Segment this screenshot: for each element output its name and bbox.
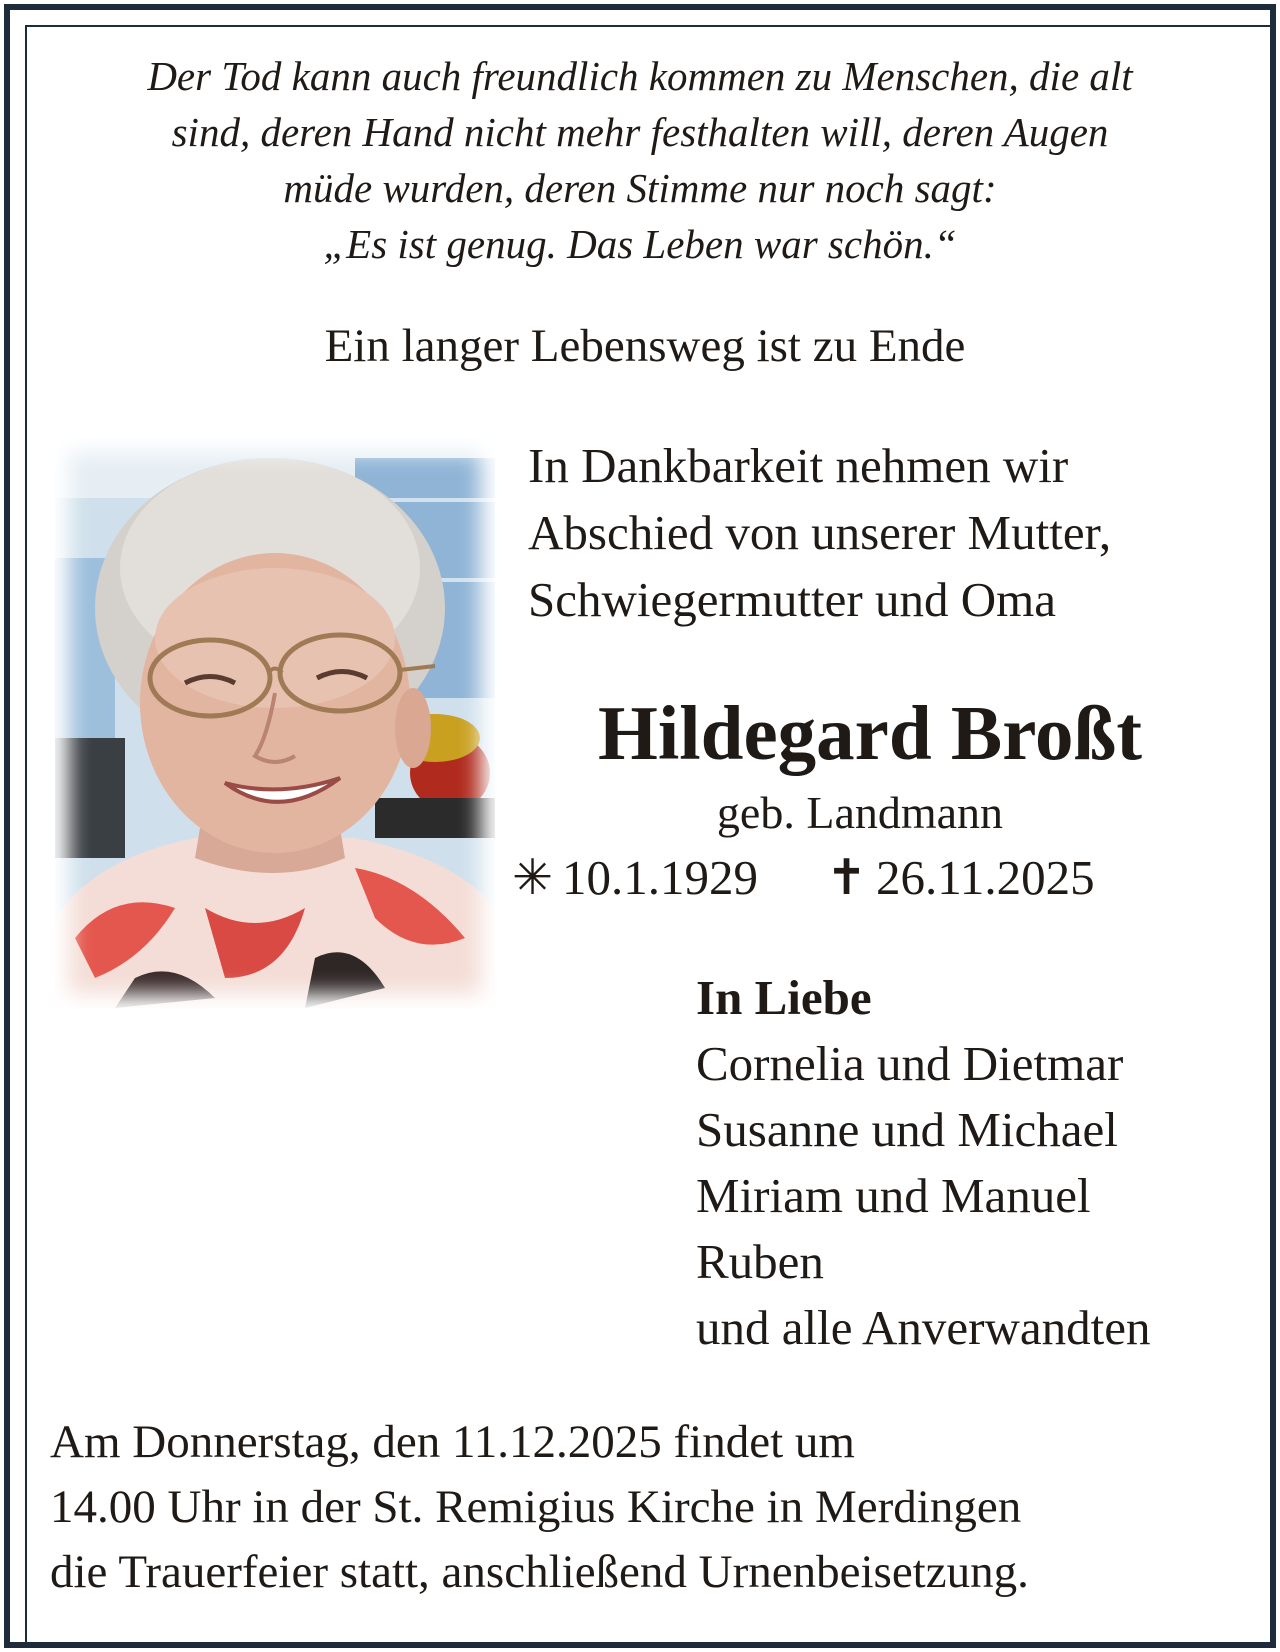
mourner-entry: Cornelia und Dietmar	[696, 1036, 1124, 1091]
funeral-service-info	[50, 1410, 1250, 1605]
life-dates	[512, 848, 1272, 908]
memorial-quote	[40, 48, 1240, 272]
quote-line: müde wurden, deren Stimme nur noch sagt:	[283, 165, 997, 211]
deceased-name: Hildegard Broßt	[597, 690, 1143, 776]
mourner-entry: Ruben	[696, 1234, 824, 1289]
service-line: die Trauerfeier statt, anschließend Urnenbeisetzung.	[50, 1546, 1029, 1598]
mourner-entry: Miriam und Manuel	[696, 1168, 1091, 1223]
mourner-entry: und alle Anverwandten	[696, 1300, 1151, 1355]
quote-line: „Es ist genug. Das Leben war schön.“	[323, 221, 957, 267]
farewell-text	[528, 432, 1248, 633]
mourners-heading: In Liebe	[696, 970, 872, 1025]
birth-star-icon: ✳	[512, 850, 554, 905]
portrait-illustration	[55, 438, 495, 1008]
farewell-line: Schwiegermutter und Oma	[528, 572, 1056, 627]
mourners-list	[696, 965, 1256, 1361]
headline: Ein langer Lebensweg ist zu Ende	[324, 320, 966, 372]
farewell-line: Abschied von unserer Mutter,	[528, 505, 1112, 560]
farewell-line: In Dankbarkeit nehmen wir	[528, 438, 1069, 493]
portrait-photo	[55, 438, 495, 1008]
death-date: 26.11.2025	[876, 850, 1095, 905]
maiden-name: geb. Landmann	[716, 787, 1004, 838]
service-line: Am Donnerstag, den 11.12.2025 findet um	[50, 1416, 855, 1468]
quote-line: sind, deren Hand nicht mehr festhalten will, deren Augen	[171, 109, 1109, 155]
service-line: 14.00 Uhr in der St. Remigius Kirche in Merdingen	[50, 1481, 1022, 1533]
mourner-entry: Susanne und Michael	[696, 1102, 1118, 1157]
birth-date: 10.1.1929	[562, 850, 758, 905]
quote-line: Der Tod kann auch freundlich kommen zu Menschen, die alt	[147, 53, 1133, 99]
death-cross-icon: ✝	[826, 850, 868, 905]
